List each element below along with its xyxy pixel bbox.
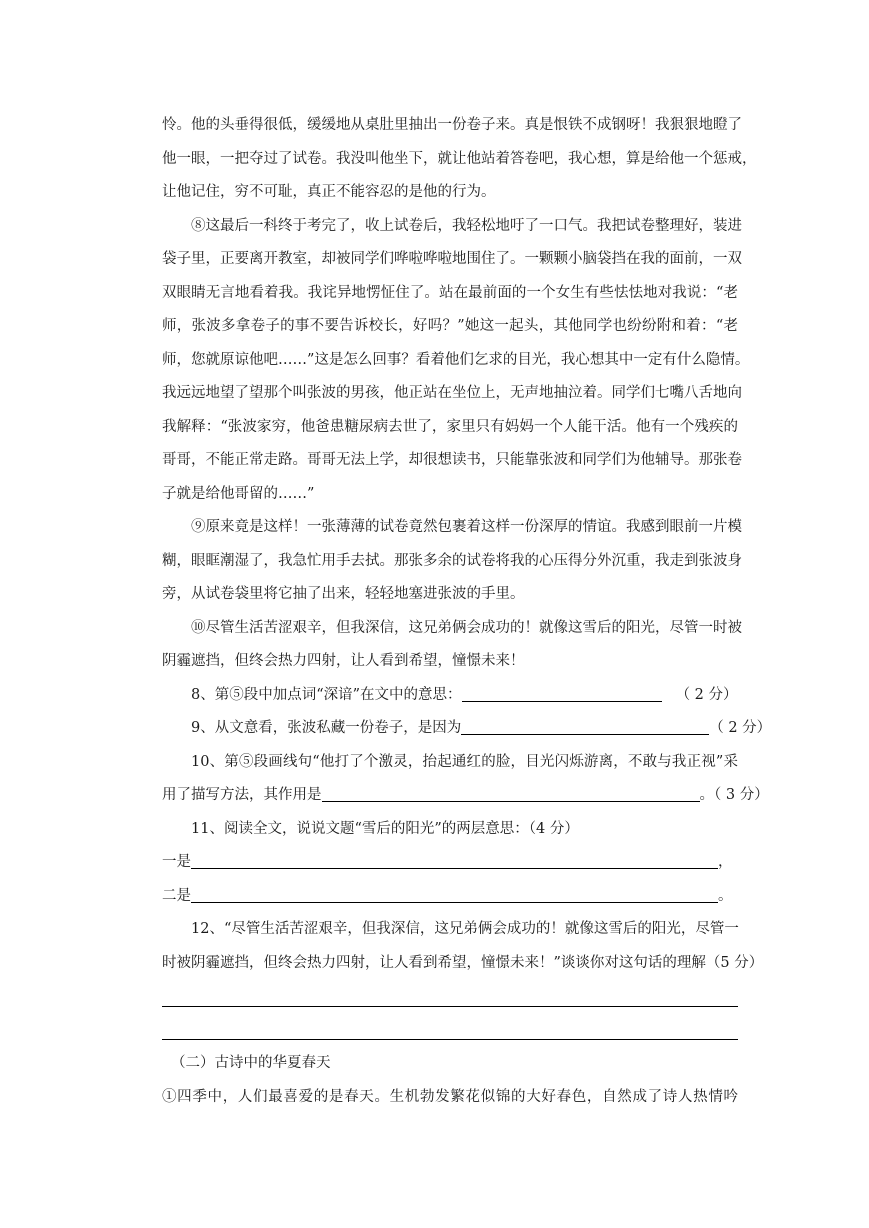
text-line: 怜。他的头垂得很低，缓缓地从桌肚里抽出一份卷子来。真是恨铁不成钢呀！我狠狠地瞪了 bbox=[162, 117, 742, 133]
text-line: 师，张波多拿卷子的事不要告诉校长，好吗？”她这一起头，其他同学也纷纷附和着：“老 bbox=[162, 318, 738, 334]
question-11-label-a: 一是 bbox=[162, 854, 191, 870]
question-9-answer-blank[interactable] bbox=[461, 720, 709, 735]
text-line: ⑩尽管生活苦涩艰辛，但我深信，这兄弟俩会成功的！就像这雪后的阳光，尽管一时被 bbox=[191, 619, 742, 636]
text-line: 让他记住，穷不可耻，真正不能容忍的是他的行为。 bbox=[162, 184, 496, 200]
question-12-answer-line-2[interactable] bbox=[162, 1014, 738, 1048]
text-line: 哥哥，不能正常走路。哥哥无法上学，却很想读书，只能靠张波和同学们为他辅导。那张卷 bbox=[162, 452, 742, 468]
paragraph-9 bbox=[162, 511, 742, 612]
question-10-text: 用了描写方法，其作用是 bbox=[162, 787, 322, 803]
text-line: 阴霾遮挡，但终会热力四射，让人看到希望，憧憬未来！ bbox=[162, 653, 525, 669]
text-line: 袋子里，正要离开教室，却被同学们哗啦哗啦地围住了。一颗颗小脑袋挡在我的面前，一双 bbox=[162, 251, 742, 267]
text-line: 旁，从试卷袋里将它抽了出来，轻轻地塞进张波的手里。 bbox=[162, 586, 525, 602]
question-12-line-2: 时被阴霾遮挡，但终会热力四射，让人看到希望，憧憬未来！”谈谈你对这句话的理解（5 分） bbox=[162, 954, 764, 971]
question-11-blank-b[interactable] bbox=[191, 888, 718, 903]
text-line: 师，您就原谅他吧……”这是怎么回事？看着他们乞求的目光，我心想其中一定有什么隐情。 bbox=[162, 351, 750, 368]
section-2-first-line: ①四季中，人们最喜爱的是春天。生机勃发繁花似锦的大好春色，自然成了诗人热情吟 bbox=[162, 1088, 738, 1105]
text-line: 糊，眼眶潮湿了，我急忙用手去拭。那张多余的试卷将我的心压得分外沉重，我走到张波身 bbox=[162, 552, 742, 569]
question-9-text: 9、从文意看，张波私藏一份卷子，是因为 bbox=[191, 720, 462, 736]
text-line: ⑧这最后一科终于考完了，收上试卷后，我轻松地吁了一口气。我把试卷整理好，装进 bbox=[191, 217, 742, 234]
paragraph-10 bbox=[162, 612, 742, 679]
question-12-answer-line-1[interactable] bbox=[162, 980, 738, 1014]
question-8-score: （ 2 分） bbox=[675, 686, 738, 703]
paragraph-8 bbox=[162, 210, 750, 512]
question-11-answer-b bbox=[162, 880, 738, 914]
question-11-prompt: 11、阅读全文，说说文题“雪后的阳光”的两层意思：（4 分） bbox=[191, 820, 579, 837]
text-line: 我远远地望了望那个叫张波的男孩，他正站在坐位上，无声地抽泣着。同学们七嘴八舌地向 bbox=[162, 385, 742, 401]
question-9 bbox=[162, 712, 772, 746]
question-11-end-a: ， bbox=[718, 854, 733, 870]
section-2-title: （二）古诗中的华夏春天 bbox=[171, 1055, 331, 1071]
question-8-answer-blank[interactable] bbox=[462, 687, 662, 702]
text-line: 他一眼，一把夺过了试卷。我没叫他坐下，就让他站着答卷吧，我心想，算是给他一个惩戒， bbox=[162, 150, 757, 167]
question-8 bbox=[162, 679, 738, 713]
question-8-text: 8、第⑤段中加点词“深谙”在文中的意思： bbox=[191, 686, 462, 703]
text-line: ⑨原来竟是这样！一张薄薄的试卷竟然包裹着这样一份深厚的情谊。我感到眼前一片模 bbox=[191, 519, 742, 535]
question-10-line-2 bbox=[162, 779, 769, 813]
question-10-line-1: 10、第⑤段画线句“他打了个激灵，抬起通红的脸，目光闪烁游离，不敢与我正视”采 bbox=[191, 753, 738, 770]
question-9-score: （ 2 分） bbox=[709, 720, 772, 736]
question-10-score: 。（ 3 分） bbox=[699, 787, 769, 803]
text-line: 我解释：“张波家穷，他爸患糖尿病去世了，家里只有妈妈一个人能干活。他有一个残疾的 bbox=[162, 418, 738, 435]
question-10-answer-blank[interactable] bbox=[322, 787, 700, 802]
question-11-label-b: 二是 bbox=[162, 887, 191, 904]
text-line: 子就是给他哥留的……” bbox=[162, 485, 315, 502]
question-11-answer-a bbox=[162, 846, 738, 880]
document-page bbox=[162, 109, 772, 1114]
question-12-line-1: 12、“尽管生活苦涩艰辛，但我深信，这兄弟俩会成功的！就像这雪后的阳光，尽管一 bbox=[191, 921, 739, 937]
question-11-end-b: 。 bbox=[718, 887, 733, 904]
text-line: 双眼睛无言地看着我。我诧异地愣怔住了。站在最前面的一个女生有些怯怯地对我说：“老 bbox=[162, 284, 738, 301]
paragraph-7-continuation bbox=[162, 109, 757, 210]
question-11-blank-a[interactable] bbox=[191, 854, 718, 869]
